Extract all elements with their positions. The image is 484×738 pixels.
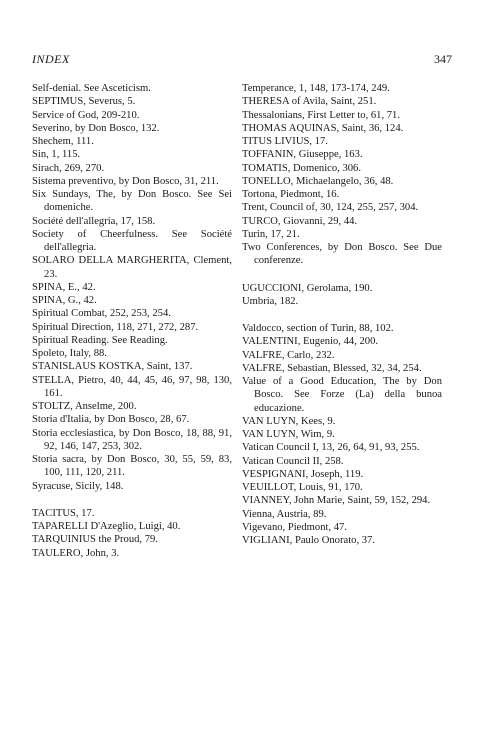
index-entry: Service of God, 209-210. bbox=[32, 109, 140, 121]
index-entry: TOMATIS, Domenico, 306. bbox=[242, 162, 361, 174]
index-entry: VAN LUYN, Wim, 9. bbox=[242, 429, 335, 440]
index-entry: Vatican Council I, 13, 26, 64, 91, 93, 255. bbox=[242, 442, 420, 454]
index-entry: Spoleto, Italy, 88. bbox=[32, 348, 107, 359]
index-entry: VIANNEY, John Marie, Saint, 59, 152, 294. bbox=[242, 495, 431, 507]
index-entry: VEUILLOT, Louis, 91, 170. bbox=[242, 482, 363, 493]
index-entry: Two Conferences, by Don Bosco. See Due conferenze. bbox=[242, 242, 442, 267]
index-entry: Shechem, 111. bbox=[32, 136, 94, 147]
index-entry: Sirach, 269, 270. bbox=[32, 162, 105, 174]
index-entry: STOLTZ, Anselme, 200. bbox=[32, 401, 137, 412]
index-entry: Society of Cheerfulness. See Société dell'allegria. bbox=[32, 228, 232, 253]
index-entry: SPINA, E., 42. bbox=[32, 281, 96, 293]
index-entry: TAPARELLI D'Azeglio, Luigi, 40. bbox=[32, 521, 181, 532]
index-entry: Turin, 17, 21. bbox=[242, 228, 300, 240]
index-entry: Severino, by Don Bosco, 132. bbox=[32, 122, 160, 134]
index-entry: TURCO, Giovanni, 29, 44. bbox=[242, 215, 358, 227]
index-entry: UGUCCIONI, Gerolama, 190. bbox=[242, 282, 373, 294]
index-column-left bbox=[32, 82, 232, 560]
index-entry: STANISLAUS KOSTKA, Saint, 137. bbox=[32, 361, 193, 373]
index-entry: VIGLIANI, Paulo Onorato, 37. bbox=[242, 535, 375, 546]
page-number: 347 bbox=[434, 52, 452, 66]
index-entry: TOFFANIN, Giuseppe, 163. bbox=[242, 149, 363, 161]
index-entry: Société dell'allegria, 17, 158. bbox=[32, 215, 156, 227]
index-entry: Self-denial. See Asceticism. bbox=[32, 83, 151, 94]
index-column-right bbox=[242, 82, 442, 547]
index-entry: Valdocco, section of Turin, 88, 102. bbox=[242, 323, 394, 334]
index-entry: Temperance, 1, 148, 173-174, 249. bbox=[242, 83, 390, 94]
index-entry: TITUS LIVIUS, 17. bbox=[242, 136, 328, 147]
index-entry: SPINA, G., 42. bbox=[32, 295, 97, 306]
index-entry: Six Sundays, The, by Don Bosco. See Sei domeniche. bbox=[32, 189, 232, 214]
index-entry: Syracuse, Sicily, 148. bbox=[32, 480, 124, 492]
index-entry: VAN LUYN, Kees, 9. bbox=[242, 415, 336, 427]
index-entry: Storia sacra, by Don Bosco, 30, 55, 59, 83, 100, 111, 120, 211. bbox=[32, 454, 232, 479]
index-entry: Thessalonians, First Letter to, 61, 71. bbox=[242, 109, 401, 121]
index-entry: Sistema preventivo, by Don Bosco, 31, 211. bbox=[32, 175, 219, 187]
index-entry: THERESA of Avila, Saint, 251. bbox=[242, 96, 377, 108]
index-entry: STELLA, Pietro, 40, 44, 45, 46, 97, 98, 130, 161. bbox=[32, 374, 232, 399]
index-entry: Storia ecclesiastica, by Don Bosco, 18, 88, 91, 92, 146, 147, 253, 302. bbox=[32, 427, 232, 452]
index-entry: Vatican Council II, 258. bbox=[242, 455, 344, 467]
index-entry: VESPIGNANI, Joseph, 119. bbox=[242, 468, 364, 480]
index-entry: Sin, 1, 115. bbox=[32, 149, 81, 161]
index-entry: TAULERO, John, 3. bbox=[32, 547, 120, 559]
index-entry: VALENTINI, Eugenio, 44, 200. bbox=[242, 336, 379, 348]
index-entry: TACITUS, 17. bbox=[32, 507, 95, 519]
index-entry: Umbria, 182. bbox=[242, 295, 299, 307]
index-entry: SEPTIMUS, Severus, 5. bbox=[32, 96, 136, 108]
index-entry: Tortona, Piedmont, 16. bbox=[242, 189, 340, 200]
index-entry: SOLARO DELLA MARGHERITA, Clement, 23. bbox=[32, 255, 232, 280]
index-entry: VALFRE, Carlo, 232. bbox=[242, 349, 335, 361]
index-entry: Spiritual Reading. See Reading. bbox=[32, 334, 168, 346]
index-entry: THOMAS AQUINAS, Saint, 36, 124. bbox=[242, 122, 404, 134]
index-entry: TARQUINIUS the Proud, 79. bbox=[32, 534, 158, 546]
index-entry: Vienna, Austria, 89. bbox=[242, 508, 327, 520]
index-entry: TONELLO, Michaelangelo, 36, 48. bbox=[242, 175, 394, 187]
page-header bbox=[32, 52, 452, 68]
index-entry: Spiritual Combat, 252, 253, 254. bbox=[32, 308, 171, 320]
index-entry: Trent, Council of, 30, 124, 255, 257, 304. bbox=[242, 202, 419, 214]
index-entry: Storia d'Italia, by Don Bosco, 28, 67. bbox=[32, 414, 190, 426]
index-entry: Spiritual Direction, 118, 271, 272, 287. bbox=[32, 321, 199, 333]
running-title: INDEX bbox=[32, 52, 70, 66]
index-entry: Vigevano, Piedmont, 47. bbox=[242, 521, 347, 533]
index-entry: Value of a Good Education, The by Don Bosco. See Forze (La) della bunoa educazione. bbox=[242, 376, 442, 414]
index-entry: VALFRE, Sebastian, Blessed, 32, 34, 254. bbox=[242, 362, 422, 374]
